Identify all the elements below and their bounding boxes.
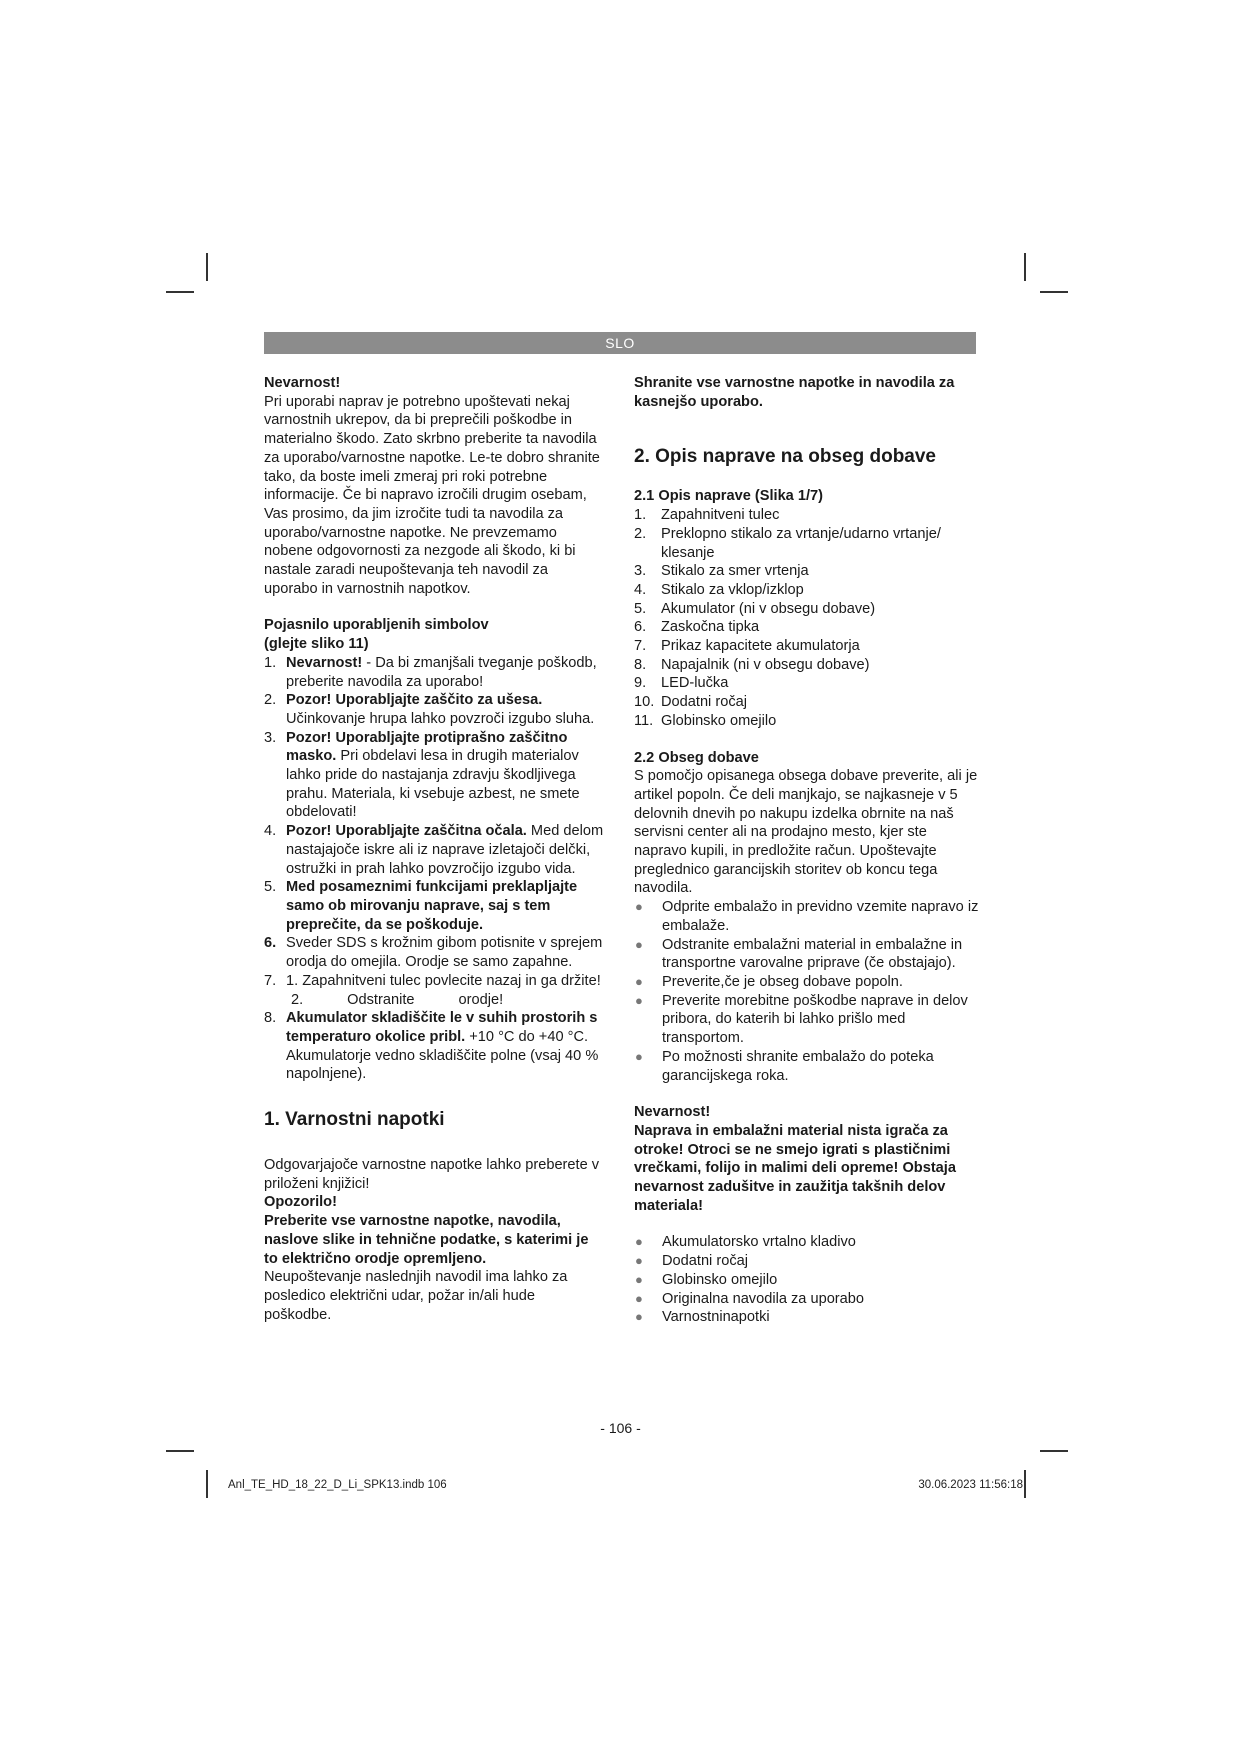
part-text: Napajalnik (ni v obsegu dobave) [661, 656, 870, 673]
part-item [634, 674, 979, 693]
part-text: Zapahnitveni tulec [661, 507, 780, 524]
scope-bullet [634, 898, 979, 935]
symbol-text: +10 °C do +40 °C. Akumulatorje vedno skladiščite polne (vsaj 40 % napolnjene). [286, 1028, 599, 1083]
part-number: 8. [634, 656, 647, 673]
scope-bullet [634, 992, 979, 1048]
delivery-item-text: Originalna navodila za uporabo [662, 1290, 865, 1307]
file-name-slug: Anl_TE_HD_18_22_D_Li_SPK13.indb 106 [228, 1479, 447, 1491]
symbol-number: 7. [264, 972, 277, 989]
symbols-list [264, 654, 604, 991]
warning-title: Opozorilo! [264, 1194, 337, 1211]
symbol-text: Sveder SDS s krožnim gibom potisnite v sprejem orodja do omejila. Orodje se samo zapahne. [286, 935, 603, 971]
symbol-bold: Pozor! Uporabljajte protiprašno zaščitno masko. [286, 729, 568, 765]
delivery-item [634, 1252, 979, 1271]
symbol-text: Med delom nastajajoče iskre ali iz naprave izletajoči delčki, ostružki in prah lahko povzročijo izgubo vida. [286, 823, 604, 877]
warning-text: Neupoštevanje naslednjih navodil ima lahko za posledico električni udar, požar in/ali hude poškodbe. [264, 1269, 568, 1323]
symbol-item [264, 878, 604, 934]
part-number: 2. [634, 525, 647, 542]
symbols-title-line1: Pojasnilo uporabljenih simbolov [264, 617, 489, 634]
danger2-title: Nevarnost! [634, 1104, 711, 1121]
scope-bullet [634, 936, 979, 973]
symbol-number: 1. [264, 654, 277, 671]
part-item [634, 656, 979, 675]
section1-heading [264, 1108, 604, 1132]
section1-title: Varnostni napotki [285, 1109, 445, 1131]
bullet-icon: ● [635, 1234, 643, 1250]
symbol-item [264, 1009, 604, 1084]
symbol-item [264, 691, 604, 728]
symbol-bold: Nevarnost! [286, 654, 363, 671]
part-item [634, 562, 979, 581]
symbol-item [264, 654, 604, 691]
section2-number: 2. [634, 446, 650, 468]
crop-mark-top-right-h [1040, 291, 1068, 293]
symbol7-subline [264, 991, 604, 1010]
crop-mark-bottom-left-h [166, 1450, 194, 1452]
part-number: 10. [634, 694, 655, 711]
section1-number: 1. [264, 1109, 280, 1131]
scope-bullet [634, 973, 979, 992]
delivery-item-text: Varnostninapotki [662, 1309, 770, 1326]
bullet-icon: ● [635, 1309, 643, 1325]
part-text: Stikalo za smer vrtenja [661, 563, 809, 580]
language-header-bar [264, 332, 976, 354]
symbol-number: 6. [264, 935, 277, 952]
parts-list [634, 506, 979, 730]
part-item [634, 600, 979, 619]
symbol-text: Učinkovanje hrupa lahko povzroči izgubo sluha. [286, 710, 595, 727]
symbol-item [264, 822, 604, 878]
bullet-icon: ● [635, 1253, 643, 1269]
bullet-icon: ● [635, 1271, 643, 1287]
language-label: SLO [605, 335, 635, 351]
warning-bold-text: Preberite vse varnostne napotke, navodila, naslove slike in tehnične podatke, s katerimi je to električno orodje opremljeno. [264, 1213, 589, 1267]
crop-mark-top-left-h [166, 291, 194, 293]
part-number: 9. [634, 675, 647, 692]
bullet-icon: ● [635, 1290, 643, 1306]
part-item [634, 581, 979, 600]
part-number: 1. [634, 507, 647, 524]
delivery-item [634, 1290, 979, 1309]
symbols-list-continued [264, 1009, 604, 1084]
bullet-icon: ● [635, 1048, 643, 1064]
bullet-icon: ● [635, 973, 643, 989]
delivery-item [634, 1271, 979, 1290]
part-number: 7. [634, 638, 647, 655]
part-text: Akumulator (ni v obsegu dobave) [661, 600, 876, 617]
right-column [634, 374, 979, 1327]
part-item [634, 637, 979, 656]
scope-bullet [634, 1048, 979, 1085]
part-item [634, 693, 979, 712]
section2-heading [634, 445, 979, 469]
left-column [264, 374, 604, 1324]
part-number: 5. [634, 600, 647, 617]
part-number: 3. [634, 563, 647, 580]
scope-bullet-text: Preverite,če je obseg dobave popoln. [662, 973, 903, 990]
bullet-icon: ● [635, 936, 643, 952]
page-number: - 106 - [600, 1420, 641, 1436]
symbol-number: 2. [264, 692, 277, 709]
symbol-bold: Med posameznimi funkcijami preklapljajte samo ob mirovanju naprave, saj s tem preprečite, da se poškoduje. [286, 879, 578, 933]
part-item [634, 506, 979, 525]
part-item [634, 525, 979, 562]
symbols-title-line2: (glejte sliko 11) [264, 636, 369, 653]
part-number: 6. [634, 619, 647, 636]
part-text: LED-lučka [661, 675, 729, 692]
crop-mark-bottom-right-v [1024, 1470, 1026, 1498]
part-text: Prikaz kapacitete akumulatorja [661, 638, 860, 655]
part-text: Preklopno stikalo za vrtanje/udarno vrtanje/ klesanje [661, 525, 941, 561]
subsection-2-2-title: 2.2 Obseg dobave [634, 749, 759, 766]
symbol-bold: Pozor! Uporabljajte zaščito za ušesa. [286, 692, 543, 709]
symbol-number: 4. [264, 823, 277, 840]
delivery-items-list [634, 1233, 979, 1327]
symbol-text: 1. Zapahnitveni tulec povlecite nazaj in ga držite! [286, 972, 601, 989]
part-text: Stikalo za vklop/izklop [661, 581, 804, 598]
bullet-icon: ● [635, 992, 643, 1008]
delivery-item [634, 1308, 979, 1327]
delivery-item-text: Akumulatorsko vrtalno kladivo [662, 1234, 856, 1251]
section2-title: Opis naprave na obseg dobave [655, 446, 937, 468]
subsection-2-1-title: 2.1 Opis naprave (Slika 1/7) [634, 488, 823, 505]
symbol-bold: Pozor! Uporabljajte zaščitna očala. [286, 823, 527, 840]
delivery-item [634, 1233, 979, 1252]
part-item [634, 712, 979, 731]
symbol-number: 3. [264, 729, 277, 746]
part-text: Dodatni ročaj [661, 694, 747, 711]
scope-bullet-text: Po možnosti shranite embalažo do poteka garancijskega roka. [662, 1048, 934, 1084]
danger-text: Pri uporabi naprav je potrebno upoštevati nekaj varnostnih ukrepov, da bi preprečili poškodbe in materialno škodo. Zato skrbno preberite ta navodila za uporabo/varnostne napotke. Le-te dobro shranite tako, da boste imeli zmeraj pri roki potrebne informacije. Če bi napravo izročili drugim osebam, Vas prosimo, da jim izročite tudi ta navodila za uporabo/varnostne napotke. Ne prevzemamo nobene odgovornosti za nezgode ali škodo, ki bi nastale zaradi neupoštevanja teh navodil za uporabo in varnostnih napotkov. [264, 393, 600, 597]
scope-bullet-list [634, 898, 979, 1085]
scope-bullet-text: Odstranite embalažni material in embalažne in transportne varovalne priprave (če obstajajo). [662, 936, 963, 972]
danger-title: Nevarnost! [264, 375, 341, 391]
delivery-item-text: Dodatni ročaj [662, 1253, 748, 1270]
crop-mark-top-right-v [1024, 253, 1026, 281]
symbol-number: 8. [264, 1010, 277, 1027]
symbol7-sub-number: 2. [291, 991, 304, 1008]
crop-mark-bottom-right-h [1040, 1450, 1068, 1452]
part-text: Zaskočna tipka [661, 619, 760, 636]
part-number: 11. [634, 712, 654, 729]
symbol-text: - Da bi zmanjšali tveganje poškodb, preberite navodila za uporabo! [286, 654, 597, 690]
part-text: Globinsko omejilo [661, 712, 777, 729]
symbol-number: 5. [264, 879, 277, 896]
part-number: 4. [634, 581, 647, 598]
timestamp-slug: 30.06.2023 11:56:18 [918, 1479, 1023, 1491]
symbol7-sub-a: Odstranite [347, 991, 415, 1008]
bullet-icon: ● [635, 899, 643, 915]
scope-text: S pomočjo opisanega obsega dobave preverite, ali je artikel popoln. Če deli manjkajo, se najkasneje v 5 delovnih dnevih po nakupu izdelka obrnite na naš servisni center ali na prodajno mesto, kjer ste napravo kupili, in predložite račun. Upoštevajte preglednico garancijskih storitev ob koncu tega navodila. [634, 768, 978, 897]
keep-instructions-text: Shranite vse varnostne napotke in navodila za kasnejšo uporabo. [634, 375, 955, 410]
symbol-item [264, 934, 604, 971]
symbol7-sub-b: orodje! [458, 991, 504, 1008]
section1-text: Odgovarjajoče varnostne napotke lahko preberete v priloženi knjižici! [264, 1157, 600, 1192]
crop-mark-bottom-left-v [206, 1470, 208, 1498]
part-item [634, 618, 979, 637]
crop-mark-top-left-v [206, 253, 208, 281]
symbol-item [264, 972, 604, 991]
delivery-item-text: Globinsko omejilo [662, 1271, 778, 1288]
scope-bullet-text: Odprite embalažo in previdno vzemite napravo iz embalaže. [662, 899, 979, 934]
danger2-text: Naprava in embalažni material nista igrača za otroke! Otroci se ne smejo igrati s plastičnimi vrečkami, folijo in malimi deli opreme! Obstaja nevarnost zadušitve in zaužitja takšnih delov materiala! [634, 1122, 956, 1214]
symbol-text: Pri obdelavi lesa in drugih materialov lahko pride do nastajanja zdravju škodljivega prahu. Materiala, ki vsebuje azbest, ne smete obdelovati! [286, 748, 580, 821]
symbol-item [264, 729, 604, 823]
scope-bullet-text: Preverite morebitne poškodbe naprave in delov pribora, do katerih bi lahko prišlo med transportom. [662, 992, 968, 1047]
symbol-bold: Akumulator skladiščite le v suhih prostorih s temperaturo okolice pribl. [286, 1010, 598, 1045]
